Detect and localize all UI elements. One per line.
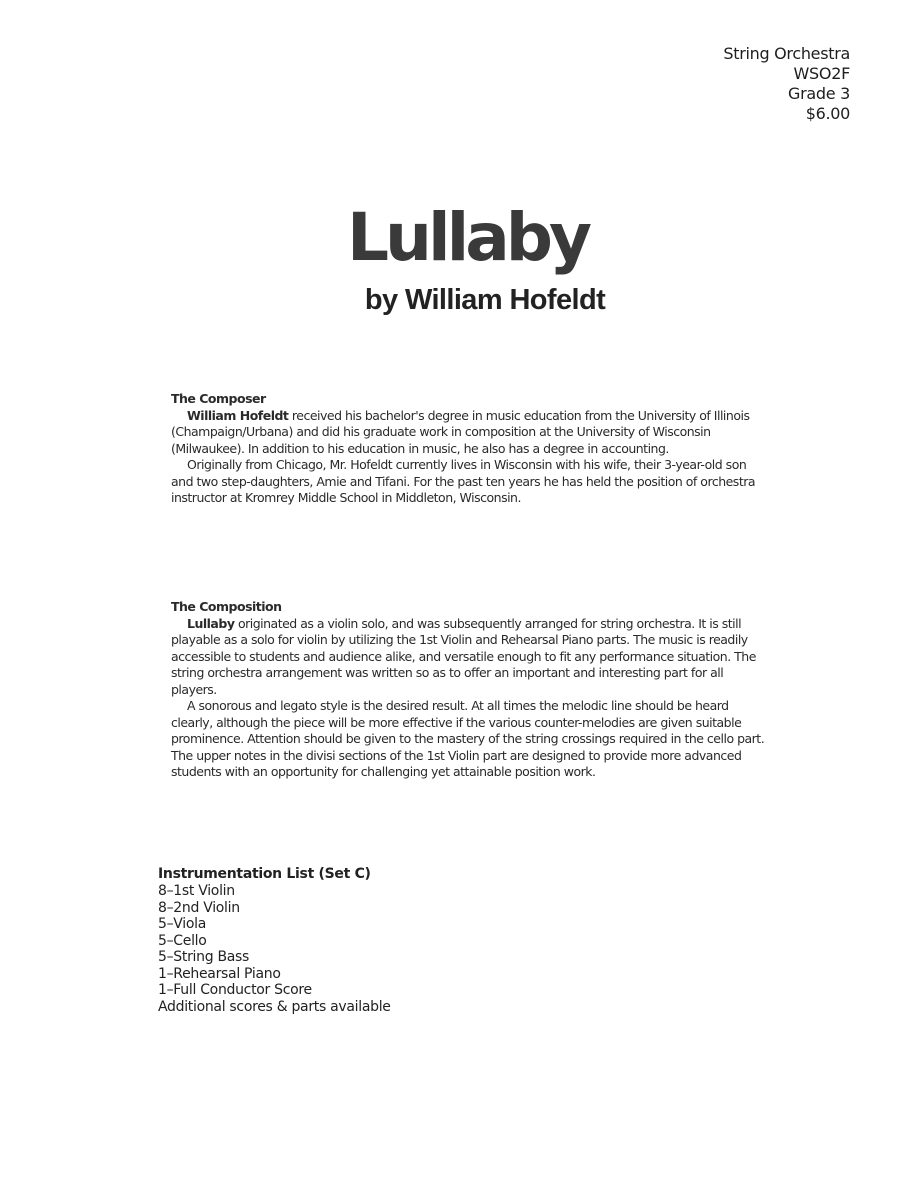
composer-name: William Hofeldt — [187, 407, 289, 423]
instrument-item: 1–Rehearsal Piano — [158, 965, 281, 982]
composition-paragraph-1 — [171, 616, 771, 699]
instrumentation-list — [158, 866, 391, 1015]
price-label: $6.00 — [805, 104, 850, 123]
composition-title-ref: Lullaby — [187, 615, 235, 631]
instrument-item: 8–1st Violin — [158, 883, 235, 899]
instrument-item: 5–Cello — [158, 932, 207, 949]
ensemble-label: String Orchestra — [723, 44, 850, 63]
composer-paragraph-1 — [171, 408, 771, 458]
composition-heading: The Composition — [171, 599, 282, 614]
composer-byline: by William Hofeldt — [364, 284, 606, 316]
composition-paragraph-1-text: originated as a violin solo, and was subsequently arranged for string orchestra. It is still playable as a solo for violin by utilizing the 1st Violin and Rehearsal Piano parts. The music is readily accessible to students and audience alike, and versatile enough to fit any performance situation. The string orchestra arrangement was written so as to offer an important and interesting part for all players. — [171, 615, 756, 697]
instrument-item: 5–String Bass — [158, 949, 250, 965]
grade-label: Grade 3 — [788, 84, 850, 103]
availability-note: Additional scores & parts available — [158, 998, 391, 1015]
publication-info — [723, 44, 850, 124]
composer-section — [171, 391, 771, 507]
composer-heading: The Composer — [171, 391, 266, 406]
composition-paragraph-2: A sonorous and legato style is the desired result. At all times the melodic line should be heard clearly, although the piece will be more effective if the various counter-melodies are given suitable prominence. Attention should be given to the mastery of the string crossings required in the cello part. The upper notes in the divisi sections of the 1st Violin part are designed to provide more advanced students with an opportunity for challenging yet attainable position work. — [171, 698, 765, 779]
catalog-number: WSO2F — [793, 64, 850, 83]
piece-title: Lullaby — [346, 199, 589, 276]
instrument-item: 1–Full Conductor Score — [158, 982, 312, 998]
instrument-item: 8–2nd Violin — [158, 899, 240, 916]
composer-paragraph-1-text: received his bachelor's degree in music education from the University of Illinois (Champaign/Urbana) and did his graduate work in composition at the University of Wisconsin (Milwaukee). In addition to his education in music, he also has a degree in accounting. — [171, 407, 750, 456]
composition-section — [171, 599, 771, 781]
composer-paragraph-2: Originally from Chicago, Mr. Hofeldt currently lives in Wisconsin with his wife, their 3-year-old son and two step-daughters, Amie and Tifani. For the past ten years he has held the position of orchestra instructor at Kromrey Middle School in Middleton, Wisconsin. — [171, 457, 756, 505]
instrument-item: 5–Viola — [158, 916, 207, 932]
instrumentation-heading: Instrumentation List (Set C) — [158, 866, 371, 882]
